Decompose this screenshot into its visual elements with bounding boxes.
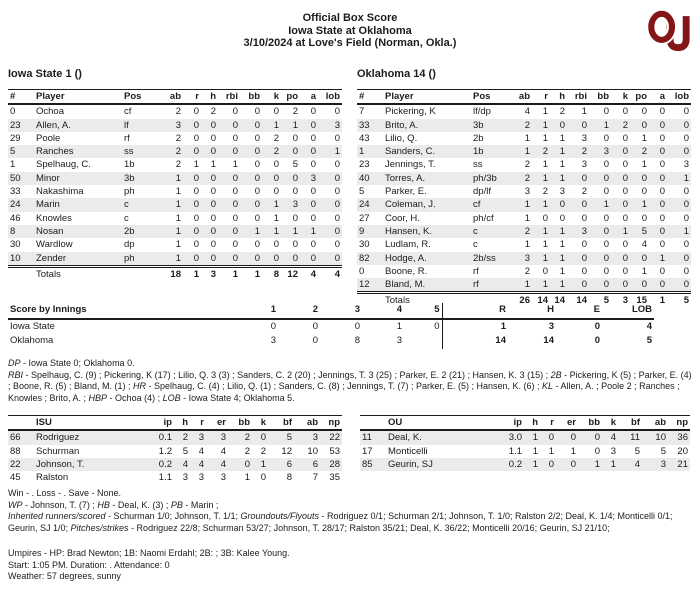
table-row: 11 Deal, K. 3.0 1 0 0 0 4 11 10 36 <box>362 432 688 444</box>
col-h: h <box>550 90 567 105</box>
away-pitching-header-row <box>8 416 342 431</box>
table-row: 9 Hansen, K. c 2 1 1 3 0 1 5 0 1 <box>359 225 689 237</box>
col-inning-5: 5 <box>404 303 442 319</box>
col-r: r <box>532 90 550 105</box>
table-row: 33 Brito, A. 3b 2 1 0 0 1 2 0 0 0 <box>359 119 689 131</box>
away-batting-table <box>8 89 342 281</box>
umpires-line: Umpires - HP: Brad Newton; 1B: Naomi Erdahl; 2B: ; 3B: Kalee Young. <box>8 547 290 558</box>
col-hits: H <box>508 303 556 319</box>
table-row: 30 Ludlam, R. c 1 1 1 0 0 0 4 0 0 <box>359 239 689 251</box>
table-row: 1 Sanders, C. 1b 1 2 1 2 3 0 2 0 0 <box>359 146 689 158</box>
wp-hb-pb-line: WP - Johnson, T. (7) ; HB - Deal, K. (3) ; PB - Marin ; <box>8 499 219 510</box>
col-h: h <box>201 90 218 105</box>
col-np: np <box>668 416 690 431</box>
col-k: k <box>611 90 630 105</box>
col-runs: R <box>442 303 508 319</box>
col-k: k <box>262 90 281 105</box>
home-team-title: Oklahoma 14 () <box>357 68 436 80</box>
table-row: 24 Coleman, J. cf 1 1 0 0 1 0 1 0 0 <box>359 199 689 211</box>
footer-notes <box>8 488 692 583</box>
home-pitching-table <box>360 415 690 471</box>
table-row: 23 Jennings, T. ss 2 1 1 3 0 0 1 0 3 <box>359 159 689 171</box>
col-inning-1: 1 <box>236 303 278 319</box>
col-er: er <box>556 416 578 431</box>
col-bf: bf <box>268 416 294 431</box>
table-row: Iowa State 0 0 0 1 0 1 3 0 4 <box>8 319 654 335</box>
start-line: Start: 1:05 PM. Duration: . Attendance: 0 <box>8 559 170 570</box>
table-row: 33 Nakashima ph 1 0 0 0 0 0 0 0 0 <box>10 186 340 198</box>
table-row: 10 Zender ph 1 0 0 0 0 0 0 0 0 <box>8 252 342 267</box>
col-bb: bb <box>240 90 262 105</box>
table-row: 0 Ochoa cf 2 0 2 0 0 0 2 0 0 <box>10 106 340 118</box>
col-lob: lob <box>667 90 691 105</box>
table-row: 17 Monticelli 1.1 1 1 1 0 3 5 5 20 <box>362 445 688 457</box>
col-inning-3: 3 <box>320 303 362 319</box>
away-pitching-body <box>8 430 342 484</box>
home-pitching-team-label: OU <box>386 416 494 431</box>
home-batting-section <box>357 68 691 308</box>
col-inning-2: 2 <box>278 303 320 319</box>
col-pos: Pos <box>471 90 507 105</box>
col-rbi: rbi <box>567 90 589 105</box>
col-a: a <box>300 90 318 105</box>
table-row: 85 Geurin, SJ 0.2 1 0 0 1 1 4 3 21 <box>362 458 688 470</box>
line-score-section <box>8 303 654 349</box>
col-ab: ab <box>158 90 183 105</box>
table-row: 46 Knowles c 1 0 0 0 0 1 0 0 0 <box>10 212 340 224</box>
home-batting-body <box>357 104 691 293</box>
col-a: a <box>649 90 667 105</box>
line-score-table <box>8 303 654 349</box>
ou-interlocking-logo-icon <box>644 7 690 59</box>
away-batting-body <box>8 104 342 266</box>
col-number <box>360 416 386 431</box>
table-row: 40 Torres, A. ph/3b 2 1 1 0 0 0 0 0 1 <box>359 172 689 184</box>
table-row: 7 Pickering, K lf/dp 4 1 2 1 0 0 0 0 0 <box>359 106 689 118</box>
table-row: 43 Lilio, Q. 2b 1 1 1 3 0 0 1 0 0 <box>359 132 689 144</box>
line-score-title: Score by Innings <box>8 303 236 319</box>
home-pitching-body <box>360 430 690 471</box>
table-row: 29 Poole rf 2 0 0 0 0 2 0 0 0 <box>10 132 340 144</box>
table-row: Oklahoma 3 0 8 3 14 14 0 5 <box>8 334 654 349</box>
dp-note: DP - Iowa State 0; Oklahoma 0. <box>8 358 135 368</box>
table-row: 27 Coor, H. ph/cf 1 0 0 0 0 0 0 0 0 <box>359 212 689 224</box>
col-er: er <box>206 416 228 431</box>
col-ip: ip <box>144 416 174 431</box>
table-row: 1 Spelhaug, C. 1b 2 1 1 1 0 0 5 0 0 <box>10 159 340 171</box>
table-row: 5 Ranches ss 2 0 0 0 0 2 0 0 1 <box>10 146 340 158</box>
col-po: po <box>281 90 300 105</box>
col-bb: bb <box>228 416 252 431</box>
home-pitching-section <box>360 415 690 471</box>
col-number: # <box>357 90 383 105</box>
col-r: r <box>540 416 556 431</box>
table-row: 8 Nosan 2b 1 0 0 0 1 1 1 1 0 <box>10 225 340 237</box>
pitching-notes-line: Inherited runners/scored - Schurman 1/0; Johnson, T. 1/1; Groundouts/Flyouts - Rodriguez 0/1; Schurman 2/1; Johnson, T. 1/0; Ralston 2/2; Deal, K. 1/4; Monticelli 0/1; Geurin, SJ 1/0; Pitches/strikes - Rodriguez 22/8; Schurman 53/27; Johnson, T. 28/17; Ralston 35/21; Deal, K. 36/22; Monticelli 20/16; Geurin, SJ 21/10; <box>8 511 673 534</box>
away-batting-totals <box>8 266 342 281</box>
col-player: Player <box>383 90 471 105</box>
decisions-line: Win - . Loss - . Save - None. <box>8 488 122 498</box>
col-r: r <box>183 90 201 105</box>
col-rbi: rbi <box>218 90 240 105</box>
table-row: 88 Schurman 1.2 5 4 4 2 2 12 10 53 <box>10 445 340 457</box>
table-row: 82 Hodge, A. 2b/ss 3 1 1 0 0 0 0 1 0 <box>359 252 689 264</box>
game-notes <box>8 358 692 405</box>
col-k: k <box>252 416 268 431</box>
table-row: 23 Allen, A. lf 3 0 0 0 0 1 1 0 3 <box>10 119 340 131</box>
col-po: po <box>630 90 649 105</box>
col-ab: ab <box>642 416 668 431</box>
table-row: 0 Boone, R. rf 2 0 1 0 0 0 1 0 0 <box>359 265 689 277</box>
col-ip: ip <box>494 416 524 431</box>
col-bb: bb <box>589 90 611 105</box>
col-h: h <box>524 416 540 431</box>
report-title: Official Box Score <box>302 12 398 24</box>
col-np: np <box>320 416 342 431</box>
col-lob: LOB <box>602 303 654 319</box>
table-row: 5 Parker, E. dp/lf 3 2 3 2 0 0 0 0 0 <box>359 186 689 198</box>
weather-line: Weather: 57 degrees, sunny <box>8 571 121 582</box>
table-row: 50 Minor 3b 1 0 0 0 0 0 0 3 0 <box>10 172 340 184</box>
col-player: Player <box>34 90 122 105</box>
away-pitching-section <box>8 415 342 484</box>
home-batting-header-row <box>357 90 691 105</box>
page-header <box>0 12 700 50</box>
table-row: 24 Marin c 1 0 0 0 0 1 3 0 0 <box>10 199 340 211</box>
table-row: 30 Wardlow dp 1 0 0 0 0 0 0 0 0 <box>10 239 340 251</box>
col-bf: bf <box>618 416 642 431</box>
date-venue: 3/10/2024 at Love's Field (Norman, Okla.) <box>243 37 457 49</box>
away-batting-header-row <box>8 90 342 105</box>
col-number <box>8 416 34 431</box>
col-errors: E <box>556 303 602 319</box>
table-row: 66 Rodriguez 0.1 2 3 3 2 0 5 3 22 <box>10 432 340 444</box>
table-row: Totals 18 1 3 1 1 8 12 4 4 <box>8 266 342 281</box>
col-bb: bb <box>578 416 602 431</box>
table-row: 12 Bland, M. rf 1 1 1 0 0 0 0 0 0 <box>357 278 691 293</box>
col-inning-4: 4 <box>362 303 404 319</box>
col-h: h <box>174 416 190 431</box>
stats-note: RBI - Spelhaug, C. (9) ; Pickering, K (17) ; Lilio, Q. 3 (3) ; Sanders, C. 2 (20) ; Jennings, T. 3 (25) ; Parker, E. 2 (21) ; Hansen, K. 3 (15) ; 2B - Pickering, K (5) ; Parker, E. (4) ; Boone, R. (5) ; Bland, M. (1) ; HR - Spelhaug, C. (4) ; Lilio, Q. (1) ; Sanders, C. (8) ; Jennings, T. (7) ; Parker, E. (5) ; Hansen, K. (6) ; KL - Allen, A. ; Poole 2 ; Ranches ; Knowles ; Brito, A. ; HBP - Ochoa (4) ; LOB - Iowa State 4; Oklahoma 5. <box>8 369 692 404</box>
away-pitching-table <box>8 415 342 484</box>
home-pitching-header-row <box>360 416 690 431</box>
home-batting-table <box>357 89 691 308</box>
col-ab: ab <box>294 416 320 431</box>
table-row: 22 Johnson, T. 0.2 4 4 4 0 1 6 6 28 <box>10 458 340 470</box>
table-row: Totals 26 14 14 14 5 3 15 1 5 <box>357 293 691 308</box>
col-lob: lob <box>318 90 342 105</box>
col-r: r <box>190 416 206 431</box>
col-number: # <box>8 90 34 105</box>
col-pos: Pos <box>122 90 158 105</box>
away-pitching-team-label: ISU <box>34 416 144 431</box>
col-ab: ab <box>507 90 532 105</box>
line-score-header-row <box>8 303 654 319</box>
line-score-body <box>8 319 654 349</box>
col-k: k <box>602 416 618 431</box>
away-team-title: Iowa State 1 () <box>8 68 82 80</box>
matchup-title: Iowa State at Oklahoma <box>288 24 412 37</box>
away-batting-section <box>8 68 342 281</box>
table-row: 45 Ralston 1.1 3 3 3 1 0 8 7 35 <box>10 472 340 484</box>
